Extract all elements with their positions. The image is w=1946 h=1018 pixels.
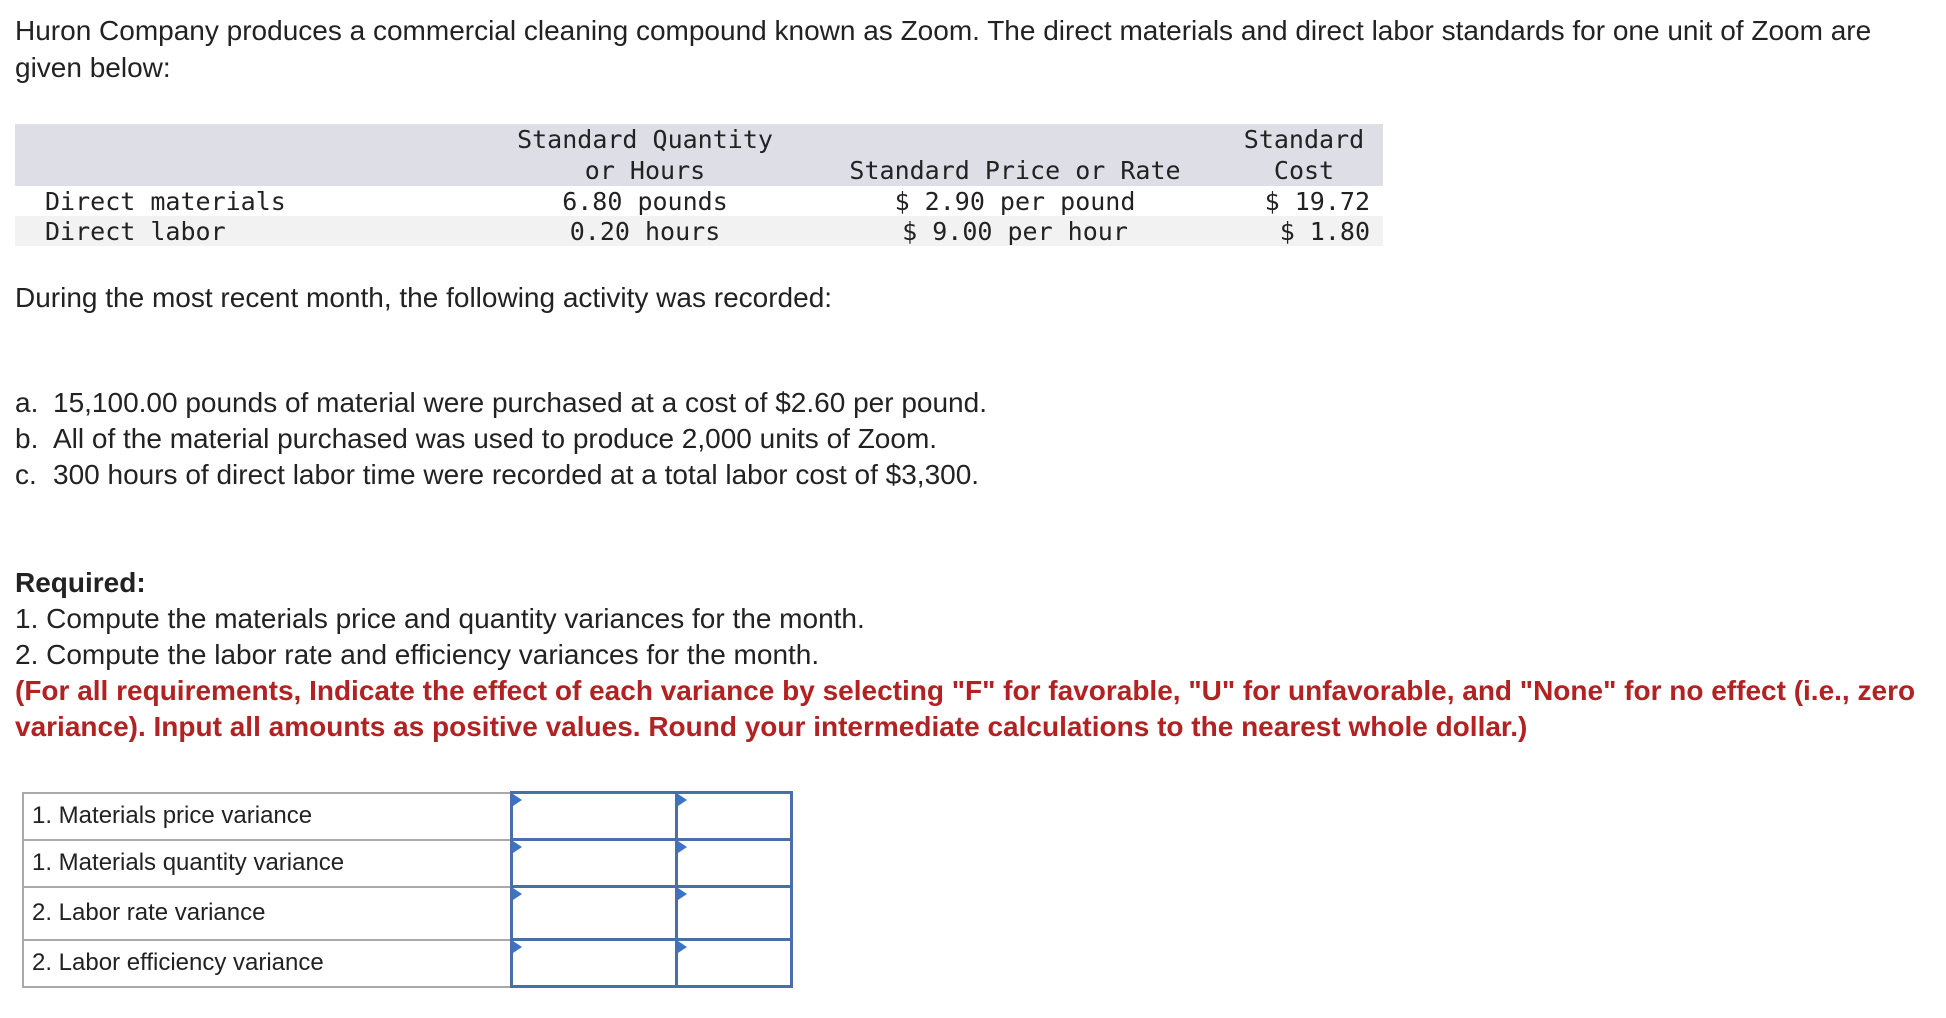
input-marker-icon (513, 888, 522, 900)
materials-quantity-amount-input[interactable] (513, 850, 675, 876)
answer-row-label: 1. Materials quantity variance (23, 840, 512, 887)
labor-efficiency-effect-input[interactable] (678, 950, 790, 976)
intro-paragraph: Huron Company produces a commercial cleaning compound known as Zoom. The direct materials and direct labor standards for one unit of Zoom are given below: (15, 15, 1872, 83)
labor-efficiency-amount-input[interactable] (513, 950, 675, 976)
answer-row (23, 887, 792, 940)
materials-quantity-effect-input[interactable] (678, 850, 790, 876)
standards-table (15, 124, 1383, 248)
row-label-materials: Direct materials (45, 187, 286, 216)
required-section (15, 565, 1925, 745)
answer-row (23, 840, 792, 887)
activity-text: 15,100.00 pounds of material were purchased at a cost of $2.60 per pound. (53, 387, 987, 418)
amount-cell (512, 887, 677, 940)
materials-cost: $ 19.72 (1264, 187, 1370, 216)
effect-cell (677, 940, 792, 987)
answer-table (22, 791, 793, 988)
materials-quantity: 6.80 pounds (562, 187, 728, 216)
answer-row (23, 793, 792, 840)
activity-text: 300 hours of direct labor time were recorded at a total labor cost of $3,300. (53, 459, 980, 490)
amount-cell (512, 793, 677, 840)
required-title: Required: (15, 567, 146, 598)
row-label-labor: Direct labor (45, 217, 226, 246)
labor-rate-amount-input[interactable] (513, 900, 675, 926)
required-note: (For all requirements, Indicate the effect of each variance by selecting "F" for favorable, "U" for unfavorable, and "None" for no effect (i.e., zero variance). Input all amounts as positive values. Round your intermediate calculations to the nearest whole dollar.) (15, 675, 1916, 742)
effect-cell (677, 840, 792, 887)
answer-row (23, 940, 792, 987)
activity-text: All of the material purchased was used to produce 2,000 units of Zoom. (53, 423, 938, 454)
activity-list (15, 385, 987, 493)
materials-price-amount-input[interactable] (513, 803, 675, 829)
labor-rate: $ 9.00 per hour (902, 217, 1128, 246)
input-marker-icon (678, 888, 687, 900)
header-cost-line1: Standard (1243, 125, 1365, 154)
effect-cell (677, 887, 792, 940)
activity-marker: c. (15, 459, 37, 490)
labor-rate-effect-input[interactable] (678, 900, 790, 926)
labor-quantity: 0.20 hours (569, 217, 721, 246)
input-marker-icon (678, 794, 687, 806)
amount-cell (512, 840, 677, 887)
input-marker-icon (513, 794, 522, 806)
answer-row-label: 1. Materials price variance (23, 793, 512, 840)
activity-marker: b. (15, 423, 39, 454)
header-quantity-line2: or Hours (584, 156, 706, 185)
materials-price: $ 2.90 per pound (894, 187, 1136, 216)
materials-price-effect-input[interactable] (678, 803, 790, 829)
amount-cell (512, 940, 677, 987)
required-item-2: 2. Compute the labor rate and efficiency variances for the month. (15, 639, 820, 670)
activity-item-c (15, 457, 987, 493)
answer-row-label: 2. Labor efficiency variance (23, 940, 512, 987)
effect-cell (677, 793, 792, 840)
header-quantity-line1: Standard Quantity (517, 125, 773, 154)
input-marker-icon (678, 941, 687, 953)
input-marker-icon (678, 841, 687, 853)
activity-item-a (15, 385, 987, 421)
input-marker-icon (513, 841, 522, 853)
required-item-1: 1. Compute the materials price and quantity variances for the month. (15, 603, 865, 634)
header-cost-line2: Cost (1273, 156, 1335, 185)
activity-item-b (15, 421, 987, 457)
activity-marker: a. (15, 387, 39, 418)
input-marker-icon (513, 941, 522, 953)
labor-cost: $ 1.80 (1279, 217, 1370, 246)
header-price: Standard Price or Rate (849, 156, 1181, 185)
answer-row-label: 2. Labor rate variance (23, 887, 512, 940)
activity-intro: During the most recent month, the following activity was recorded: (15, 282, 833, 313)
